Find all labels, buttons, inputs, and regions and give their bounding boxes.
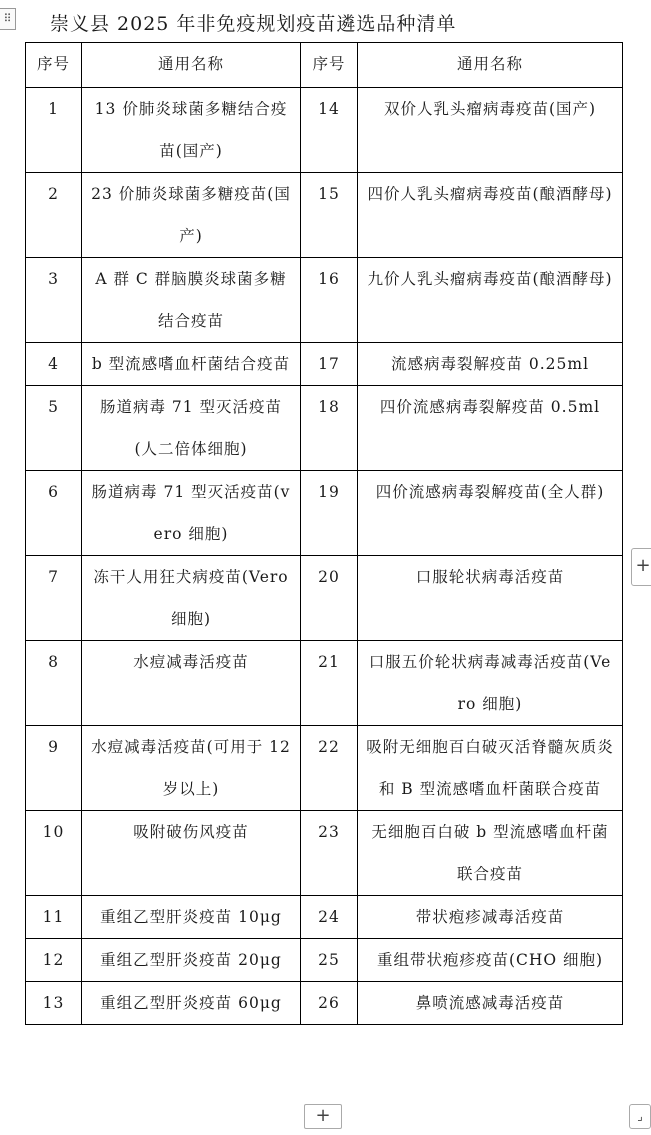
serial-cell: 17 (301, 343, 358, 386)
serial-cell: 18 (301, 386, 358, 471)
table-row (26, 982, 623, 1025)
serial-cell: 25 (301, 939, 358, 982)
serial-cell: 23 (301, 811, 358, 896)
serial-cell: 20 (301, 556, 358, 641)
serial-cell: 2 (26, 173, 82, 258)
vaccine-name-cell: 无细胞百白破 b 型流感嗜血杆菌联合疫苗 (358, 811, 623, 896)
table-body (26, 88, 623, 1025)
table-row (26, 641, 623, 726)
vaccine-name-cell: 带状疱疹减毒活疫苗 (358, 896, 623, 939)
vaccine-name-cell: 重组乙型肝炎疫苗 10μg (82, 896, 301, 939)
vaccine-table (25, 42, 623, 1025)
serial-cell: 26 (301, 982, 358, 1025)
serial-cell: 21 (301, 641, 358, 726)
vaccine-name-cell: 吸附破伤风疫苗 (82, 811, 301, 896)
serial-cell: 7 (26, 556, 82, 641)
table-row (26, 939, 623, 982)
vaccine-name-cell: 四价流感病毒裂解疫苗(全人群) (358, 471, 623, 556)
plus-icon: + (635, 555, 651, 576)
serial-cell: 6 (26, 471, 82, 556)
serial-cell: 24 (301, 896, 358, 939)
serial-cell: 12 (26, 939, 82, 982)
table-row (26, 726, 623, 811)
serial-cell: 15 (301, 173, 358, 258)
vaccine-name-cell: 肠道病毒 71 型灭活疫苗(人二倍体细胞) (82, 386, 301, 471)
vaccine-name-cell: 重组带状疱疹疫苗(CHO 细胞) (358, 939, 623, 982)
vaccine-name-cell: 23 价肺炎球菌多糖疫苗(国产) (82, 173, 301, 258)
vaccine-name-cell: 流感病毒裂解疫苗 0.25ml (358, 343, 623, 386)
serial-cell: 16 (301, 258, 358, 343)
serial-cell: 11 (26, 896, 82, 939)
header-serial-left: 序号 (26, 43, 82, 88)
vaccine-name-cell: 双价人乳头瘤病毒疫苗(国产) (358, 88, 623, 173)
add-column-button[interactable] (631, 548, 651, 586)
table-row (26, 896, 623, 939)
plus-icon: + (315, 1105, 331, 1126)
table-row (26, 811, 623, 896)
table-row (26, 258, 623, 343)
vaccine-name-cell: 口服五价轮状病毒减毒活疫苗(Vero 细胞) (358, 641, 623, 726)
serial-cell: 19 (301, 471, 358, 556)
serial-cell: 9 (26, 726, 82, 811)
vaccine-name-cell: 肠道病毒 71 型灭活疫苗(vero 细胞) (82, 471, 301, 556)
table-row (26, 386, 623, 471)
vaccine-name-cell: 鼻喷流感减毒活疫苗 (358, 982, 623, 1025)
header-serial-right: 序号 (301, 43, 358, 88)
vaccine-name-cell: A 群 C 群脑膜炎球菌多糖结合疫苗 (82, 258, 301, 343)
vaccine-name-cell: 四价流感病毒裂解疫苗 0.5ml (358, 386, 623, 471)
resize-corner-icon: ⌟ (637, 1109, 643, 1123)
table-row (26, 88, 623, 173)
vaccine-name-cell: 九价人乳头瘤病毒疫苗(酿酒酵母) (358, 258, 623, 343)
vaccine-name-cell: b 型流感嗜血杆菌结合疫苗 (82, 343, 301, 386)
serial-cell: 14 (301, 88, 358, 173)
table-row (26, 173, 623, 258)
serial-cell: 13 (26, 982, 82, 1025)
serial-cell: 10 (26, 811, 82, 896)
table-header-row (26, 43, 623, 88)
serial-cell: 4 (26, 343, 82, 386)
table-row (26, 471, 623, 556)
header-name-left: 通用名称 (82, 43, 301, 88)
vaccine-name-cell: 口服轮状病毒活疫苗 (358, 556, 623, 641)
table-resize-handle[interactable] (629, 1104, 651, 1129)
table-row (26, 556, 623, 641)
vaccine-name-cell: 冻干人用狂犬病疫苗(Vero 细胞) (82, 556, 301, 641)
vaccine-name-cell: 吸附无细胞百白破灭活脊髓灰质炎和 B 型流感嗜血杆菌联合疫苗 (358, 726, 623, 811)
page-title: 崇义县 2025 年非免疫规划疫苗遴选品种清单 (50, 13, 457, 35)
vaccine-name-cell: 水痘减毒活疫苗 (82, 641, 301, 726)
vaccine-name-cell: 重组乙型肝炎疫苗 20μg (82, 939, 301, 982)
serial-cell: 1 (26, 88, 82, 173)
add-row-button[interactable] (304, 1104, 342, 1129)
table-move-handle[interactable] (0, 8, 16, 30)
serial-cell: 8 (26, 641, 82, 726)
serial-cell: 5 (26, 386, 82, 471)
vaccine-name-cell: 重组乙型肝炎疫苗 60μg (82, 982, 301, 1025)
vaccine-name-cell: 13 价肺炎球菌多糖结合疫苗(国产) (82, 88, 301, 173)
vaccine-name-cell: 四价人乳头瘤病毒疫苗(酿酒酵母) (358, 173, 623, 258)
vaccine-name-cell: 水痘减毒活疫苗(可用于 12 岁以上) (82, 726, 301, 811)
move-icon: ⠿ (3, 12, 12, 25)
serial-cell: 22 (301, 726, 358, 811)
table-row (26, 343, 623, 386)
serial-cell: 3 (26, 258, 82, 343)
header-name-right: 通用名称 (358, 43, 623, 88)
